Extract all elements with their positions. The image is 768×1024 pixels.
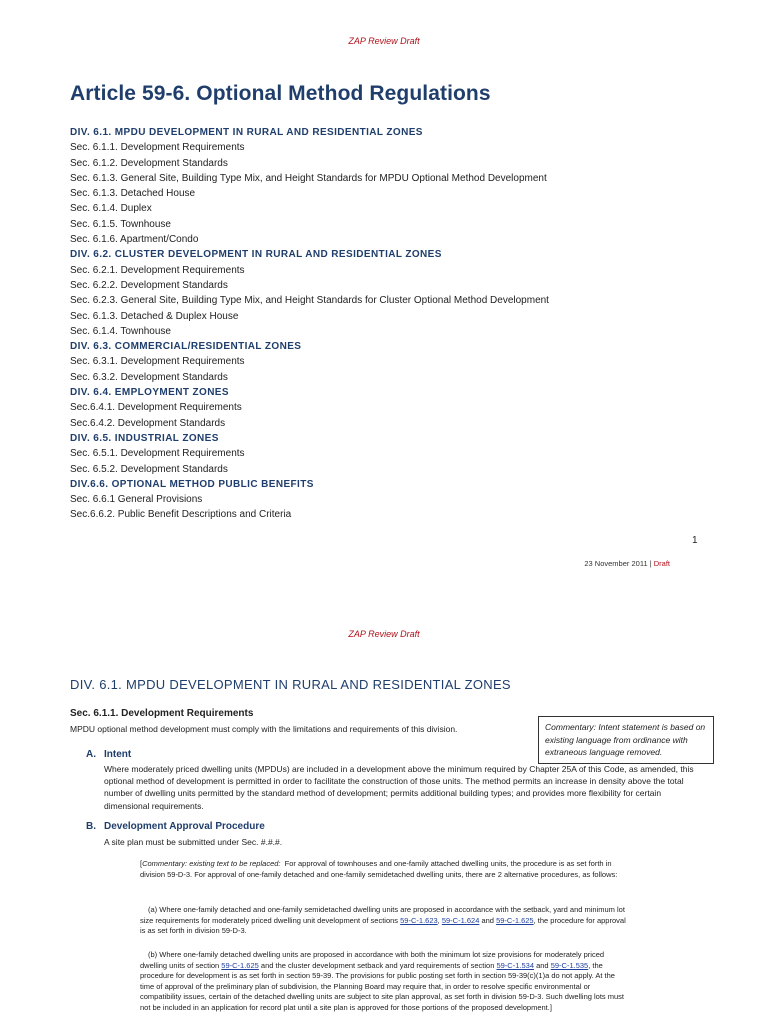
paragraph-b-text-end: , the procedure for development is as set forth in section 59-39. The provisions for public posting set forth in section 59-39(c)(1)a do not apply. At the time of approval of the preliminary plan of subdivision, the Planning Board may require that, in order to resolve specific environmental or compatibility issues, certain of the detached dwelling units are subject to site plan approval, as set forth in division 59-D-3. Such dwelling lots must not be included in an application for record plat until a site plan is approved for those portions of the proposed development.] bbox=[140, 960, 624, 1012]
toc-division: DIV.6.6. OPTIONAL METHOD PUBLIC BENEFITS bbox=[70, 478, 314, 490]
toc-section: Sec. 6.3.2. Development Standards bbox=[70, 371, 228, 383]
paragraph-b-text-mid: and the cluster development setback and yard requirements of section bbox=[258, 960, 497, 970]
toc-section: Sec. 6.3.1. Development Requirements bbox=[70, 356, 245, 368]
toc-section: Sec. 6.5.1. Development Requirements bbox=[70, 448, 245, 460]
approval-heading bbox=[86, 821, 265, 832]
footer bbox=[584, 559, 670, 568]
toc-section: Sec. 6.2.3. General Site, Building Type Mix, and Height Standards for Cluster Optional Method Development bbox=[70, 295, 549, 307]
section-link[interactable]: 59-C-1.623 bbox=[400, 915, 438, 925]
commentary-label: Commentary: existing text to be replaced: bbox=[142, 859, 281, 868]
toc-section: Sec.6.4.2. Development Standards bbox=[70, 417, 226, 429]
toc-section: Sec. 6.2.2. Development Standards bbox=[70, 279, 228, 291]
separator: , bbox=[437, 915, 442, 925]
toc-section: Sec. 6.1.4. Townhouse bbox=[70, 325, 171, 337]
toc-section: Sec. 6.1.5. Townhouse bbox=[70, 218, 171, 230]
toc-section: Sec.6.6.2. Public Benefit Descriptions and Criteria bbox=[70, 509, 292, 521]
toc-section: Sec. 6.6.1 General Provisions bbox=[70, 494, 203, 506]
toc-division: DIV. 6.3. COMMERCIAL/RESIDENTIAL ZONES bbox=[70, 341, 302, 353]
paragraph-b bbox=[140, 950, 630, 1013]
section-link[interactable]: 59-C-1.624 bbox=[441, 915, 480, 925]
draft-label-page2: ZAP Review Draft bbox=[348, 629, 420, 639]
paragraph-a-text: (a) Where one-family detached and one-family semidetached dwelling units are proposed in accordance with the setback, yard and minimum lot size requirements for moderately priced dwelling unit development of sections bbox=[140, 905, 625, 925]
toc-section: Sec. 6.5.2. Development Standards bbox=[70, 463, 228, 475]
toc-division: DIV. 6.5. INDUSTRIAL ZONES bbox=[70, 432, 219, 444]
footer-date: 23 November 2011 | bbox=[584, 559, 654, 568]
section-link[interactable]: 59-C-1.535 bbox=[550, 960, 589, 970]
intro-text: MPDU optional method development must comply with the limitations and requirements of this division. bbox=[70, 724, 458, 734]
toc-section: Sec. 6.1.3. Detached & Duplex House bbox=[70, 310, 239, 322]
toc-section: Sec. 6.1.6. Apartment/Condo bbox=[70, 234, 199, 246]
separator: and bbox=[479, 915, 497, 925]
section-link[interactable]: 59-C-1.534 bbox=[496, 960, 534, 970]
intent-title: Intent bbox=[104, 749, 132, 760]
paragraph-a-text-end: , the procedure for approval is as set forth in division 59-D-3. bbox=[140, 915, 626, 935]
paragraph-a bbox=[140, 905, 630, 937]
toc-section: Sec. 6.2.1. Development Requirements bbox=[70, 264, 245, 276]
intent-text bbox=[104, 763, 696, 812]
toc-section: Sec. 6.1.1. Development Requirements bbox=[70, 142, 245, 154]
division-heading: DIV. 6.1. MPDU DEVELOPMENT IN RURAL AND RESIDENTIAL ZONES bbox=[70, 677, 511, 692]
section-heading: Sec. 6.1.1. Development Requirements bbox=[70, 708, 254, 719]
separator: and bbox=[534, 960, 551, 970]
table-of-contents bbox=[70, 125, 549, 523]
section-link[interactable]: 59-C-1.625 bbox=[496, 915, 534, 925]
commentary-block: [Commentary: existing text to be replaced: For approval of townhouses and one-family attached dwelling units, the procedure is as set forth in division 59-D-3. For approval of one-family detached and one-family semidetached dwelling units, there are 2 alternative procedures, as follows: bbox=[140, 859, 618, 879]
toc-section: Sec.6.4.1. Development Requirements bbox=[70, 402, 242, 414]
approval-letter: B. bbox=[86, 821, 96, 832]
intent-heading bbox=[86, 749, 131, 760]
draft-label: ZAP Review Draft bbox=[348, 36, 420, 46]
page-title: Article 59-6. Optional Method Regulations bbox=[70, 82, 491, 105]
intent-paragraph: Where moderately priced dwelling units (MPDUs) are included in a development above the minimum required by Chapter 25A of this Code, as amended, this optional method of development is permitted in order to facilitate the construction of those units. The method permits an increase in density above the total number of dwelling units permitted by the standard method of development; permits additional building types; and provides more flexibility for certain dimensional requirements. bbox=[104, 764, 694, 811]
paragraph-b-text: (b) Where one-family detached dwelling units are proposed in accordance with both the minimum lot size provisions for moderately priced dwelling units of section bbox=[140, 950, 605, 970]
toc-division: DIV. 6.4. EMPLOYMENT ZONES bbox=[70, 387, 229, 399]
toc-section: Sec. 6.1.3. Detached House bbox=[70, 188, 196, 200]
toc-section: Sec. 6.1.2. Development Standards bbox=[70, 157, 228, 169]
commentary-box: Commentary: Intent statement is based on existing language from ordinance with extraneous language removed. bbox=[538, 716, 714, 764]
intent-letter: A. bbox=[86, 749, 96, 760]
page-number: 1 bbox=[692, 535, 698, 546]
footer-draft: Draft bbox=[653, 559, 670, 568]
toc-section: Sec. 6.1.4. Duplex bbox=[70, 203, 152, 215]
commentary-text: For approval of townhouses and one-family attached dwelling units, the procedure is as set forth in division 59-D-3. For approval of one-family detached and one-family semidetached dwelling units, there are 2 alternative procedures, as follows: bbox=[140, 859, 618, 879]
approval-title: Development Approval Procedure bbox=[104, 821, 265, 832]
section-link[interactable]: 59-C-1.625 bbox=[221, 960, 259, 970]
toc-division: DIV. 6.2. CLUSTER DEVELOPMENT IN RURAL AND RESIDENTIAL ZONES bbox=[70, 249, 442, 261]
toc-division: DIV. 6.1. MPDU DEVELOPMENT IN RURAL AND RESIDENTIAL ZONES bbox=[70, 127, 423, 138]
toc-section: Sec. 6.1.3. General Site, Building Type Mix, and Height Standards for MPDU Optional Method Development bbox=[70, 172, 547, 184]
approval-text: A site plan must be submitted under Sec. #.#.#. bbox=[104, 837, 283, 847]
